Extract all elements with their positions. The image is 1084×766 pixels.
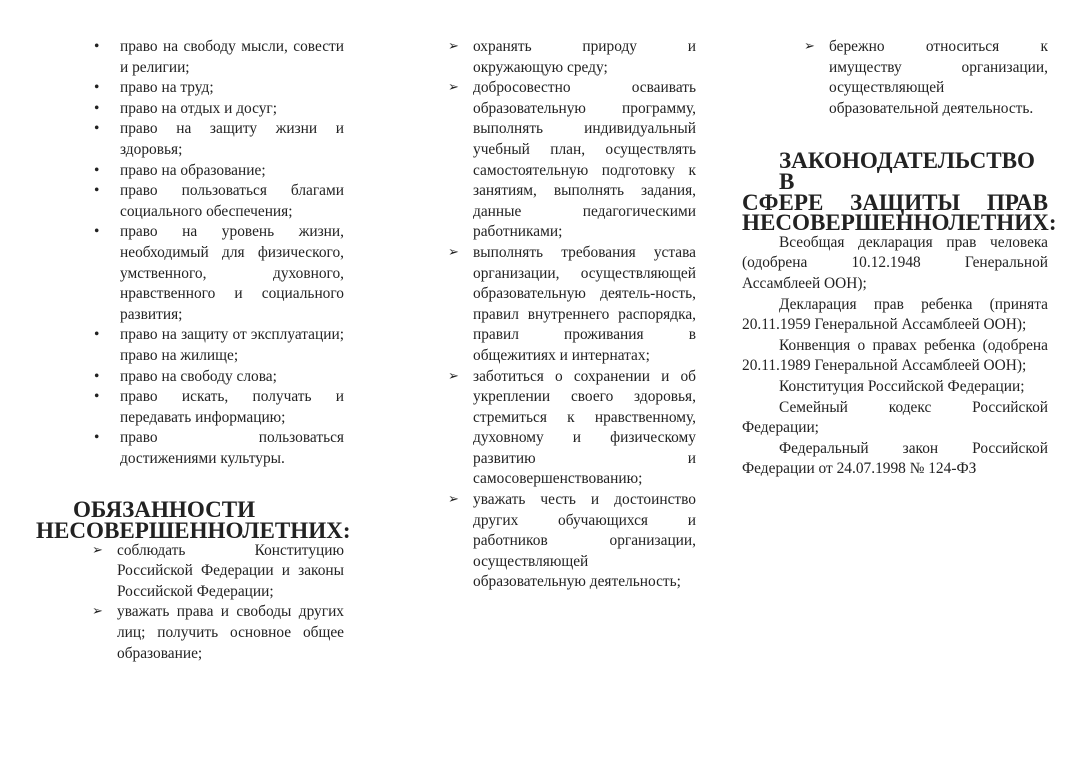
legislation-item: Всеобщая декларация прав человека (одобрена 10.12.1948 Генеральной Ассамблеей ООН);: [742, 233, 1048, 292]
obligations-heading: [36, 496, 351, 544]
column-left: [36, 37, 351, 664]
legislation-item: Семейный кодекс Российской Федерации;: [742, 398, 1048, 437]
legislation-item: Конституция Российской Федерации;: [779, 377, 1025, 395]
column-right: [742, 37, 1057, 480]
legislation-list: [742, 233, 1048, 480]
legislation-item: Декларация прав ребенка (принята 20.11.1959 Генеральной Ассамблеей ООН);: [742, 295, 1048, 334]
obligations-heading-line1: ОБЯЗАННОСТИ: [73, 496, 256, 523]
list-item: ➢ охранять природу и окружающую среду;: [448, 37, 696, 78]
list-item: • право на защиту жизни и здоровья;: [92, 119, 344, 160]
list-item: ➢ бережно относиться к имуществу организации, осуществляющей образовательной деятельность.: [804, 37, 1048, 119]
legislation-heading-line1: ЗАКОНОДАТЕЛЬСТВО В: [779, 147, 1035, 194]
list-item: • право на защиту от эксплуатации; право на жилище;: [92, 325, 344, 366]
obligations-heading-line2: НЕСОВЕРШЕННОЛЕТНИХ:: [36, 517, 351, 544]
legislation-item: Конвенция о правах ребенка (одобрена 20.11.1989 Генеральной Ассамблеей ООН);: [742, 336, 1048, 375]
column-middle: [448, 37, 696, 593]
legislation-heading-line2: СФЕРЕ ЗАЩИТЫ ПРАВ: [742, 188, 1048, 215]
obligations-list-continued: [448, 37, 696, 593]
list-item: • право на отдых и досуг;: [92, 99, 344, 120]
list-item: ➢ уважать честь и достоинство других обучающихся и работников организации, осуществляющей образовательную деятельность;: [448, 490, 696, 593]
list-item: ➢ выполнять требования устава организации, осуществляющей образовательную деятель-ность, правил внутреннего распорядка, правил проживания в общежитиях и интернатах;: [448, 243, 696, 367]
legislation-heading-line3: НЕСОВЕРШЕННОЛЕТНИХ:: [742, 209, 1057, 236]
list-item: • право на уровень жизни, необходимый для физического, умственного, духовного, нравственного и социального развития;: [92, 222, 344, 325]
list-item: • право на труд;: [92, 78, 344, 99]
obligations-list-end: [804, 37, 1048, 119]
list-item: • право на образование;: [92, 161, 344, 182]
list-item: ➢ уважать права и свободы других лиц; получить основное общее образование;: [92, 602, 344, 664]
list-item: ➢ соблюдать Конституцию Российской Федерации и законы Российской Федерации;: [92, 541, 344, 603]
list-item: ➢ заботиться о сохранении и об укреплении своего здоровья, стремиться к нравственному, духовному и физическому развитию и самосовершенствованию;: [448, 367, 696, 491]
list-item: • право на свободу слова;: [92, 367, 344, 388]
list-item: • право пользоваться благами социального обеспечения;: [92, 181, 344, 222]
rights-list: [92, 37, 344, 469]
obligations-list: [92, 541, 344, 665]
legislation-item: Федеральный закон Российской Федерации от 24.07.1998 № 124-ФЗ: [742, 439, 1048, 478]
list-item: • право пользоваться достижениями культуры.: [92, 428, 344, 469]
list-item: ➢ добросовестно осваивать образовательную программу, выполнять индивидуальный учебный план, осуществлять самостоятельную подготовку к занятиям, выполнять задания, данные педагогическими работниками;: [448, 78, 696, 243]
list-item: • право на свободу мысли, совести и религии;: [92, 37, 344, 78]
legislation-heading: [742, 147, 1057, 236]
list-item: • право искать, получать и передавать информацию;: [92, 387, 344, 428]
